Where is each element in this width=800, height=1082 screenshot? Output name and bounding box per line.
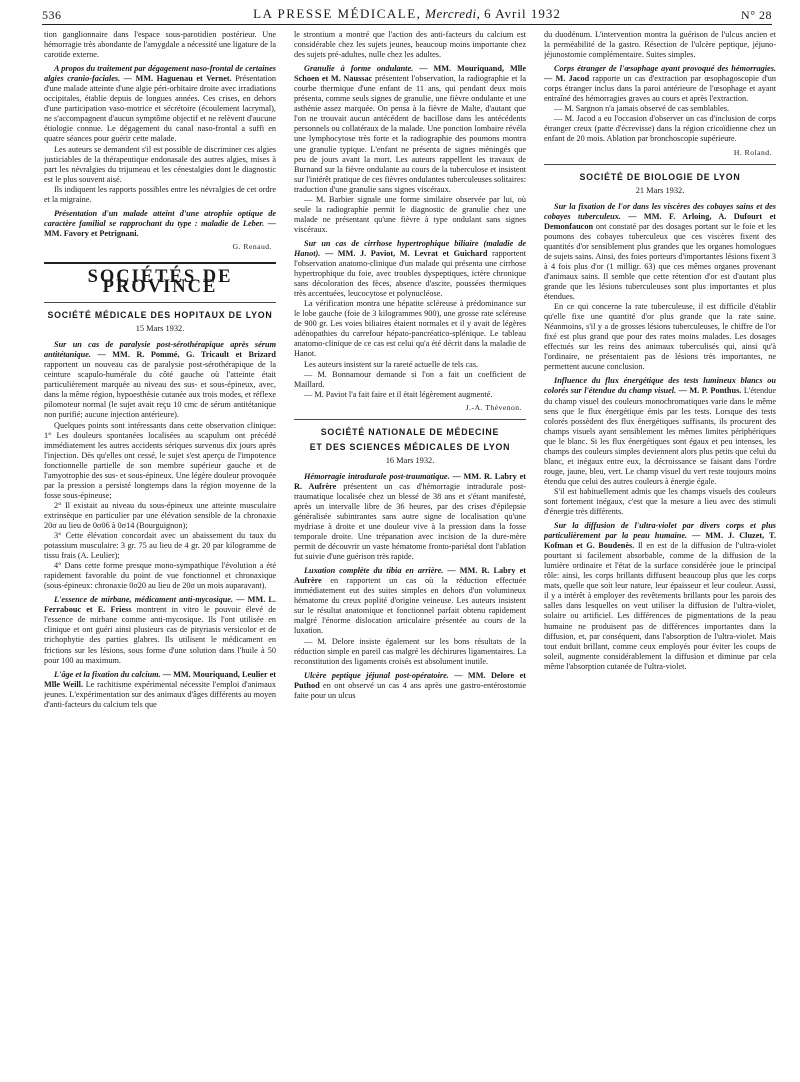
article-title: Ulcère peptique jéjunal post-opératoire. — [304, 670, 449, 680]
article-b1 — [44, 340, 276, 420]
article-title: Sur la fixation de l'or dans les viscères des cobayes sains et des cobayes tuberculeux. — [544, 201, 776, 221]
journal-day: Mercredi, — [425, 6, 481, 21]
section-title: SOCIÉTÉS DE PROVINCE — [87, 266, 233, 298]
article-authors: — MM. R. Labry et Aufrère — [294, 566, 526, 586]
paragraph: tion ganglionnaire dans l'espace sous-parotidien postérieur. Une hémorragie très abondante de l'amygdale a nécessité une ligature de la carotide externe. — [44, 30, 276, 60]
article-a2 — [44, 209, 276, 239]
article-title: L'essence de mirbane, médicament anti-mycosique. — [54, 595, 234, 605]
article-title: Granulie à forme ondulante. — [304, 64, 414, 74]
article-text: montrent in vitro le pouvoir élevé de l'essence de mirbane comme anti-mycosique. Ils l'ont utilisée en clinique et ont guéri ainsi plusieurs cas de pityriasis versicolor et de trichophytie des parties glabres. Ils utilisent le médicament en frictions sur les lésions, sous forme d'une solution dans l'huile à 50 pour 100 au maximum. — [44, 605, 276, 665]
article-text: en ont observé un cas 4 ans après une gastro-entérostomie faite pour un ulcus — [294, 680, 526, 700]
article-text: Il en est de la diffusion de l'ultra-violet pourtant si facilement absorbable, comme de la diffusion de la lumière ordinaire et l'état de la surface considérée joue le principal rôle: ainsi, les corps brillants diffusent beaucoup plus que les corps mats, quelle que soit leur nature, leur épaisseur et leur couleur. Aussi, il y a intérêt à employer des revêtements brillants pour les parois des salles dans lesquelles on veut utiliser la diffusion de l'ultra-violet, solaire ou artificiel. Les différences de pigmentations de la peau humaine ne produisent pas de différences importantes dans la diffusion, et, par conséquent, dans l'absorption de l'ultra-violet. Mais tout enduit brillant, comme ceux employés pour éviter les coups de soleil, augmente considérablement la diffusion et diminue par cela même l'absorption cutanée de l'ultra-violet. — [544, 541, 776, 671]
divider — [294, 419, 526, 420]
journal-name: LA PRESSE MÉDICALE, — [253, 6, 422, 21]
signature: G. Renaud. — [232, 241, 272, 251]
article-text: présentent l'observation, la radiographie et la courbe thermique d'une enfant de 11 ans, qui pendant deux mois présenta, comme seuls signes de granulie, une fièvre ondulante et une asthénie assez marquée. On pensa à la fièvre de Malte, d'autant que l'on ne trouvait aucun antécédent de bacillose dans les antécédents personnels ou collatéraux de la malade. Une ponction lombaire révéla une lymphocytose très forte et la radiographie des poumons montra une granulie typique. L'enfant ne présenta de signes méningés que peu de jours avant la mort. Les auteurs rappellent les travaux de Burnand sur la fièvre ondulante au cours de la tuberculose et insistent sur l'intérêt pratique de ces fièvres ondulantes tuberculeuses solitaires: traduction d'une granulie sans signes viscéraux. — [294, 74, 526, 194]
article-authors: — MM. R. Pommé, G. Tricault et Brizard — [97, 350, 276, 360]
paragraph: — M. Jacod a eu l'occasion d'observer un cas d'inclusion de corps étranger creux (patte d'écrevisse) dans la région cricoïdienne chez un enfant de 20 mois. Ablation par bronchoscopie supérieure. — [544, 114, 776, 144]
paragraph: — M. Bonnamour demande si l'on a fait un coefficient de Maillard. — [294, 369, 526, 389]
article-title: Hémorragie intradurale post-traumatique. — [304, 471, 450, 481]
article-title: L'âge et la fixation du calcium. — [54, 669, 161, 679]
article-text: en rapportent un cas où la réduction effectuée immédiatement eut des suites simples en dehors d'un volumineux hématome du creux poplité d'origine veineuse. Les auteurs insistent sur le résultat anatomique et fonctionnel parfait obtenu rapidement malgré l'énorme dislocation articulaire présentée au cours de la luxation. — [294, 576, 526, 636]
paragraph: — M. Barbier signale une forme similaire observée par lui, où seule la radiographie permit le diagnostic de granulie chez une malade ne présentant qu'une fièvre à type ondulant sans signes viscéraux. — [294, 194, 526, 234]
paragraph: le strontium a montré que l'action des anti-facteurs du calcium est considérable chez les sujets jeunes, beaucoup moins importante chez des sujets pré-adultes, nulle chez les adultes. — [294, 30, 526, 60]
article-d3 — [294, 671, 526, 701]
article-title: Sur un cas de cirrhose hypertrophique biliaire (maladie de Hanot). — [294, 238, 526, 258]
paragraph: Quelques points sont intéressants dans cette observation clinique: 1° Les douleurs spontanées localisées au scapulum ont précédé immédiatement les autres accidents sériques survenus dix jours après l'injection. Dès qu'elles ont cessé, le sujet s'est aperçu de l'impotence fonctionnelle partielle de son membre supérieur gauche et de l'amyotrophie des sus- et sous-épineux. Une légère douleur provoquée par la pression a persisté longtemps dans la région moyenne de la fosse sous-épineuse; — [44, 420, 276, 500]
society-date: 15 Mars 1932. — [135, 324, 185, 334]
article-authors: — MM. Favory et Petrignani. — [44, 218, 276, 238]
society-date: 16 Mars 1932. — [385, 455, 435, 465]
paragraph: 3° Cette élévation concordait avec un abaissement du taux du potassium musculaire: 3 gr. 75 au lieu de 4 gr. 20 par kilogramme de tissu frais (A. Leulier); — [44, 531, 276, 561]
article-text: présentent un cas d'hémorragie intradurale post-traumatique localisée chez un blessé de 38 ans et s'étant manifesté, après un intervalle libre de 36 heures, par des crises d'épilepsie généralisée subintrantes sans autre signe de localisation qu'une mydriase à droite et une douleur vive à la pression dans la fosse temporale droite. Une trépanation avec incision de la dure-mère permit de découvrir un vaste hématome fronto-pariétal dont l'ablation fut suivie d'une guérison très rapide. — [294, 481, 526, 562]
society-name: SOCIÉTÉ DE BIOLOGIE DE LYON — [579, 171, 741, 182]
article-b3 — [44, 670, 276, 710]
signature: H. Roland. — [733, 147, 772, 157]
divider — [44, 302, 276, 303]
paragraph: Ils indiquent les rapports possibles entre les névralgies de cet ordre et la migraine. — [44, 184, 276, 204]
article-f3 — [544, 521, 776, 672]
article-d2 — [294, 566, 526, 636]
article-authors: — MM. Mouriquand, Mlle Schoen et M. Naussac — [294, 64, 526, 84]
society-name: SOCIÉTÉ MÉDICALE DES HOPITAUX DE LYON — [47, 310, 273, 321]
article-authors: — M. P. Ponthus. — [678, 386, 742, 396]
article-b2 — [44, 595, 276, 665]
paragraph: du duodénum. L'intervention montra la guérison de l'ulcus ancien et la perméabilité de la gastro. Résection de l'ulcère peptique, jéjuno-jéjunostomie complémentaire. Suites simples. — [544, 30, 776, 60]
article-f1 — [544, 202, 776, 302]
article-authors: — MM. L. Ferrabouc et E. Friess — [44, 595, 276, 615]
page-number: 536 — [42, 8, 62, 22]
article-title: Corps étranger de l'œsophage ayant provoqué des hémorragies. — [554, 64, 776, 74]
paragraph: 4° Dans cette forme presque mono-sympathique l'évolution a été rapidement favorable du point de vue fonctionnel et chronaxique (sous-épineux: chronaxie 0σ20 au lieu de 20σ un mois auparavant). — [44, 561, 276, 591]
society-date: 21 Mars 1932. — [635, 185, 685, 195]
paragraph: — M. Sargnon n'a jamais observé de cas semblables. — [554, 104, 730, 114]
divider — [544, 164, 776, 165]
article-authors: — MM. Haguenau et Vernet. — [123, 74, 232, 84]
article-authors: — MM. R. Labry et R. Aufrère — [294, 471, 526, 491]
article-authors: — MM. F. Arloing, A. Dufourt et Demonfaucon — [544, 211, 776, 231]
column-right — [544, 30, 776, 1074]
article-a1 — [44, 64, 276, 144]
article-c2 — [294, 239, 526, 299]
divider — [44, 262, 276, 264]
society-name: SOCIÉTÉ NATIONALE DE MÉDECINE — [320, 426, 500, 437]
article-authors: — M. Jacod — [544, 74, 590, 84]
article-title: Présentation d'un malade atteint d'une atrophie optique de caractère familial se rapprochant du type : maladie de Leber. — [44, 208, 276, 228]
article-d1 — [294, 472, 526, 562]
article-c1 — [294, 64, 526, 195]
article-text: rapporte un cas d'extraction par œsophagoscopie d'un corps étranger inclus dans la paroi antérieure de l'œsophage et ayant entraîné des hémorragies graves au cours et après l'extraction. — [544, 74, 776, 104]
signature: J.-A. Thévenon. — [465, 402, 522, 412]
paragraph: — M. Paviot l'a fait faire et il était légèrement augmenté. — [304, 389, 493, 399]
column-middle — [294, 30, 526, 1074]
journal-title — [42, 6, 772, 22]
article-authors: — MM. J. Paviot, M. Levrat et Guichard — [324, 248, 488, 258]
journal-date: 6 Avril 1932 — [484, 6, 561, 21]
paragraph: En ce qui concerne la rate tuberculeuse, il est difficile d'établir qu'elle fixe une quantité d'or plus grande que la rate saine. Néanmoins, s'il y a de grosses lésions tuberculeuses, le chiffre de l'or fixé est plus grand que pour des rates moins malades. Les dosages effectués sur les reins des animaux tuberculisés qui, ainsi qu'à l'ordinaire, ne présentaient pas de lésions très importantes, ne permettent aucune conclusion. — [544, 302, 776, 372]
article-authors: — MM. Mouriquand, Leulier et Mlle Weill. — [44, 669, 276, 689]
paragraph: 2° Il existait au niveau du sous-épineux une atteinte musculaire extrinsèque en particulier par une élévation sensible de la chronaxie 20σ au lieu de 0σ06 à 0σ14 (Bourguignon); — [44, 500, 276, 530]
article-authors: — MM. Delore et Puthod — [294, 670, 526, 690]
article-text: Le rachitisme expérimental nécessite l'emploi d'animaux jeunes. L'expérimentation sur des animaux d'âges différents au moyen d'anti-facteurs du calcium tels que — [44, 679, 276, 709]
article-f2 — [544, 376, 776, 487]
society-name: ET DES SCIENCES MÉDICALES DE LYON — [309, 441, 511, 452]
article-title: Influence du flux énergétique des tests lumineux blancs ou colorés sur l'étendue du champ visuel. — [544, 376, 776, 396]
article-title: Luxation complète du tibia en arrière. — [304, 566, 444, 576]
page-header — [42, 6, 772, 22]
article-title: A propos du traitement par dégagement naso-frontal de certaines algies cranio-faciales. — [44, 64, 276, 84]
article-title: Sur la diffusion de l'ultra-violet par divers corps et plus particulièrement par la peau humaine. — [544, 521, 776, 541]
paragraph: S'il est habituellement admis que les champs visuels des couleurs sont fortement inégaux, c'est que la mesure a lieu avec des stimuli d'énergie très différents. — [544, 486, 776, 517]
article-text: L'étendue du champ visuel des couleurs monochromatiques varie dans le même sens que le flux énergétique émis par les tests. Lorsque des tests colorés possèdent des flux énergétiques suffisants, ils procurent des champs visuels ayant sensiblement les mêmes limites périphériques que le blanc. Si les flux énergétiques sont égaux et peu intenses, les champs des couleurs simples deviennent alors plus petits que celui du blanc, et inégaux entre eux, la décroissance se faisant dans l'ordre rouge, jaune, bleu, vert. Le champ visuel du vert reste toujours moins étendu que celui des autres couleurs à énergie égale. — [544, 386, 776, 486]
column-left — [44, 30, 276, 1074]
article-text: rapportent un nouveau cas de paralysie post-sérothérapique de la ceinture scapulo-humérale du côté gauche où l'atteinte était particulièrement marquée au niveau des sus- et sous-épineux, avec, dans la même région, hypoesthésie cutanée aux trois modes, et réflexe pilomoteur normal (le sujet avait reçu 10 cmc de sérum antitétanique non purifié; aucune injection antérieure). — [44, 360, 276, 420]
paragraph: La vérification montra une hépatite scléreuse à prédominance sur le lobe gauche (foie de 3 kilogrammes 900), une grosse rate scléreuse de 900 gr. Les voies biliaires étaient normales et il y avait de légères adénopathies du carrefour hépato-pancréatico-splénique. Le tableau anatomo-clinique de ce cas est celui qu'a été décrit dans la maladie de Hanot. — [294, 299, 526, 359]
article-e1 — [544, 64, 776, 104]
issue-number: N° 28 — [741, 8, 772, 22]
article-text: Présentation d'une malade atteinte d'une algie péri-orbitaire droite avec irradiations occipitales, établie depuis de longues années. Ces crises, en dehors d'une participation vaso-motrice et sécrétoire (écoulement lacrymal), ne s'accompagnent d'aucun symptôme objectif et ne relèvent d'aucune étiologie connue. Le dégagement du canal naso-frontal a suffi en quatre séances pour guérir cette malade. — [44, 74, 276, 144]
paragraph: — M. Delore insiste également sur les bons résultats de la réduction simple en pareil cas malgré les déchirures ligamentaires. La reconstitution des ligaments croisés est absolument inutile. — [294, 636, 526, 666]
article-title: Sur un cas de paralysie post-sérothérapique après sérum antitétanique. — [44, 340, 276, 360]
article-text: ont constaté par des dosages portant sur le foie et les poumons des cobayes tuberculeux que ces viscères fixent des quantités d'or sensiblement plus grandes que les organes homologues de sujets sains. Ainsi, des foies porteurs d'importantes lésions fixent 3 à 4 fois plus d'or (1 milligr. 63) que ces mêmes organes provenant d'animaux sains. Il semble que cette rétention d'or est d'autant plus grande que les lésions tuberculeuses sont plus importantes et plus étendues. — [544, 221, 776, 302]
paragraph: Les auteurs insistent sur la rareté actuelle de tels cas. — [304, 359, 479, 369]
header-rule — [42, 24, 772, 25]
article-authors: — MM. J. Cluzet, T. Kofman et G. Boudenès. — [544, 531, 776, 551]
article-text: rapportent l'observation anatomo-clinique d'un malade qui présenta une cirrhose hypertrophique du foie, avec troubles dyspeptiques, ictère chronique sans décoloration des fèces, absence d'ascite, poussées thermiques très accentuées, leucocytose et polynucléose. — [294, 248, 526, 299]
paragraph: Les auteurs se demandent s'il est possible de discriminer ces algies justiciables de la thérapeutique endonasale des autres algies, mises à part les névralgies du trijumeau et les cénestalgies dont le diagnostic est le plus souvent aisé. — [44, 144, 276, 184]
